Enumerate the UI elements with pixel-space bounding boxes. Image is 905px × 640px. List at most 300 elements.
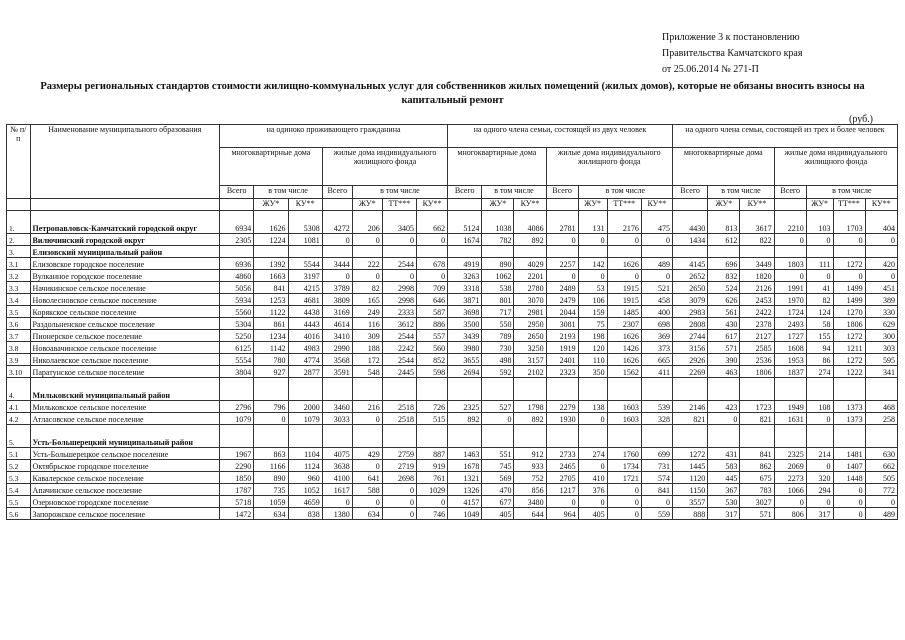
value-cell: 3449 xyxy=(740,258,774,270)
value-cell xyxy=(774,246,806,258)
value-cell: 730 xyxy=(482,342,514,354)
header-incl: в том числе xyxy=(352,186,447,199)
value-cell: 1603 xyxy=(607,401,641,413)
value-cell: 1631 xyxy=(774,413,806,425)
value-cell xyxy=(708,425,740,448)
value-cell: 2479 xyxy=(546,294,578,306)
value-cell: 3410 xyxy=(322,330,352,342)
value-cell: 198 xyxy=(578,330,607,342)
value-cell: 5304 xyxy=(220,318,254,330)
header-empty xyxy=(220,199,254,211)
table-row xyxy=(7,234,898,246)
value-cell: 110 xyxy=(578,354,607,366)
value-cell: 94 xyxy=(806,342,833,354)
value-cell: 0 xyxy=(416,496,447,508)
value-cell: 6125 xyxy=(220,342,254,354)
value-cell: 4983 xyxy=(288,342,322,354)
value-cell: 1703 xyxy=(833,211,865,234)
value-cell: 2705 xyxy=(546,472,578,484)
value-cell: 4443 xyxy=(288,318,322,330)
value-cell: 796 xyxy=(254,401,288,413)
value-cell: 1062 xyxy=(482,270,514,282)
value-cell: 4029 xyxy=(514,258,546,270)
value-cell: 1059 xyxy=(254,496,288,508)
value-cell xyxy=(352,378,382,401)
value-cell: 888 xyxy=(672,508,707,520)
value-cell: 0 xyxy=(254,413,288,425)
value-cell xyxy=(672,246,707,258)
value-cell: 1499 xyxy=(833,294,865,306)
value-cell: 0 xyxy=(833,496,865,508)
value-cell xyxy=(220,246,254,258)
header-empty xyxy=(322,199,352,211)
value-cell: 0 xyxy=(352,270,382,282)
value-cell: 4272 xyxy=(322,211,352,234)
value-cell: 489 xyxy=(641,258,672,270)
value-cell xyxy=(322,425,352,448)
value-cell: 328 xyxy=(641,413,672,425)
value-cell: 1326 xyxy=(448,484,482,496)
municipality-name: Петропавловск-Камчатский городской округ xyxy=(30,211,219,234)
value-cell: 0 xyxy=(322,234,352,246)
value-cell: 524 xyxy=(708,282,740,294)
value-cell: 2808 xyxy=(672,318,707,330)
header-zhu: ЖУ* xyxy=(352,199,382,211)
value-cell: 274 xyxy=(806,366,833,378)
value-cell: 1052 xyxy=(288,484,322,496)
municipality-name: Корякское сельское поселение xyxy=(30,306,219,318)
value-cell: 2210 xyxy=(774,211,806,234)
value-cell: 550 xyxy=(482,318,514,330)
table-row xyxy=(7,294,898,306)
value-cell: 429 xyxy=(352,448,382,460)
value-cell: 2981 xyxy=(514,306,546,318)
value-cell: 404 xyxy=(865,211,897,234)
value-cell: 1608 xyxy=(774,342,806,354)
value-cell: 1122 xyxy=(254,306,288,318)
value-cell: 0 xyxy=(774,234,806,246)
value-cell: 587 xyxy=(416,306,447,318)
value-cell: 411 xyxy=(641,366,672,378)
table-row xyxy=(7,246,898,258)
value-cell: 821 xyxy=(740,413,774,425)
value-cell: 0 xyxy=(708,413,740,425)
value-cell: 2926 xyxy=(672,354,707,366)
table-row xyxy=(7,282,898,294)
value-cell: 317 xyxy=(708,508,740,520)
value-cell: 634 xyxy=(254,508,288,520)
value-cell xyxy=(448,246,482,258)
row-number: 5.4 xyxy=(7,484,31,496)
value-cell: 592 xyxy=(482,366,514,378)
value-cell: 120 xyxy=(578,342,607,354)
header-total: Всего xyxy=(672,186,707,199)
value-cell: 783 xyxy=(740,484,774,496)
value-cell: 1142 xyxy=(254,342,288,354)
value-cell xyxy=(774,425,806,448)
municipality-name: Новолесновское сельское поселение xyxy=(30,294,219,306)
value-cell: 3871 xyxy=(448,294,482,306)
value-cell: 0 xyxy=(322,270,352,282)
value-cell: 4100 xyxy=(322,472,352,484)
value-cell: 0 xyxy=(382,496,416,508)
header-incl: в том числе xyxy=(578,186,672,199)
value-cell: 1392 xyxy=(254,258,288,270)
value-cell: 6936 xyxy=(220,258,254,270)
value-cell: 634 xyxy=(352,508,382,520)
value-cell: 0 xyxy=(352,460,382,472)
header-private-3: жилые дома индивидуального жилищного фонда xyxy=(774,148,897,186)
value-cell: 2401 xyxy=(546,354,578,366)
value-cell: 367 xyxy=(708,484,740,496)
value-cell: 662 xyxy=(416,211,447,234)
value-cell: 1211 xyxy=(833,342,865,354)
value-cell: 0 xyxy=(352,413,382,425)
header-incl: в том числе xyxy=(806,186,897,199)
value-cell xyxy=(865,246,897,258)
value-cell: 4860 xyxy=(220,270,254,282)
value-cell: 6934 xyxy=(220,211,254,234)
value-cell: 3500 xyxy=(448,318,482,330)
value-cell: 309 xyxy=(352,330,382,342)
value-cell: 2652 xyxy=(672,270,707,282)
value-cell: 571 xyxy=(740,508,774,520)
value-cell: 678 xyxy=(416,258,447,270)
value-cell: 300 xyxy=(865,330,897,342)
value-cell: 451 xyxy=(865,282,897,294)
value-cell: 1727 xyxy=(774,330,806,342)
value-cell: 3655 xyxy=(448,354,482,366)
value-cell: 1723 xyxy=(740,401,774,413)
row-number: 3.4 xyxy=(7,294,31,306)
value-cell xyxy=(352,425,382,448)
value-cell: 2518 xyxy=(382,413,416,425)
value-cell xyxy=(514,425,546,448)
value-cell: 1124 xyxy=(288,460,322,472)
table-row xyxy=(7,413,898,425)
value-cell xyxy=(607,246,641,258)
table-row xyxy=(7,425,898,448)
table-row xyxy=(7,378,898,401)
header-private-1: жилые дома индивидуального жилищного фонда xyxy=(322,148,447,186)
value-cell: 0 xyxy=(578,413,607,425)
value-cell: 4659 xyxy=(288,496,322,508)
value-cell: 108 xyxy=(806,401,833,413)
value-cell: 548 xyxy=(352,366,382,378)
table-row xyxy=(7,211,898,234)
header-empty xyxy=(672,199,707,211)
header-tt: ТТ*** xyxy=(833,199,865,211)
value-cell: 1224 xyxy=(254,234,288,246)
value-cell: 3318 xyxy=(448,282,482,294)
value-cell: 458 xyxy=(641,294,672,306)
value-cell: 5056 xyxy=(220,282,254,294)
value-cell xyxy=(708,378,740,401)
value-cell xyxy=(672,378,707,401)
value-cell: 75 xyxy=(578,318,607,330)
value-cell xyxy=(416,246,447,258)
header-ku: КУ** xyxy=(288,199,322,211)
value-cell xyxy=(578,425,607,448)
table-row xyxy=(7,401,898,413)
value-cell: 1485 xyxy=(607,306,641,318)
document-title: Размеры региональных стандартов стоимости жилищно-коммунальных услуг для собственников жилых помещений (жилых домов), которые не обязаны вносить взносы на капитальный ремонт xyxy=(40,81,865,106)
value-cell: 886 xyxy=(416,318,447,330)
row-number: 4.2 xyxy=(7,413,31,425)
value-cell xyxy=(288,425,322,448)
value-cell: 0 xyxy=(806,234,833,246)
value-cell: 0 xyxy=(833,508,865,520)
value-cell: 82 xyxy=(352,282,382,294)
header-tt: ТТ*** xyxy=(382,199,416,211)
value-cell xyxy=(708,246,740,258)
value-cell: 863 xyxy=(254,448,288,460)
value-cell: 3612 xyxy=(382,318,416,330)
value-cell xyxy=(833,378,865,401)
row-number: 3. xyxy=(7,246,31,258)
value-cell: 1120 xyxy=(672,472,707,484)
value-cell: 1603 xyxy=(607,413,641,425)
municipality-name: Начикинское сельское поселение xyxy=(30,282,219,294)
value-cell: 813 xyxy=(708,211,740,234)
value-cell: 1499 xyxy=(833,282,865,294)
value-cell xyxy=(416,378,447,401)
value-cell: 561 xyxy=(708,306,740,318)
row-number: 5.2 xyxy=(7,460,31,472)
value-cell: 2193 xyxy=(546,330,578,342)
value-cell: 317 xyxy=(806,508,833,520)
value-cell: 405 xyxy=(482,508,514,520)
value-cell: 0 xyxy=(833,234,865,246)
value-cell xyxy=(641,246,672,258)
header-apartment-2: многоквартирные дома xyxy=(448,148,546,186)
value-cell: 4438 xyxy=(288,306,322,318)
value-cell xyxy=(254,246,288,258)
municipality-name: Николаевское сельское поселение xyxy=(30,354,219,366)
value-cell: 1850 xyxy=(220,472,254,484)
value-cell: 0 xyxy=(578,270,607,282)
value-cell: 0 xyxy=(382,484,416,496)
value-cell: 1798 xyxy=(514,401,546,413)
value-cell xyxy=(641,425,672,448)
value-cell: 571 xyxy=(708,342,740,354)
header-empty xyxy=(448,199,482,211)
value-cell: 841 xyxy=(254,282,288,294)
value-cell: 86 xyxy=(806,354,833,366)
value-cell: 1272 xyxy=(833,330,865,342)
value-cell: 557 xyxy=(416,330,447,342)
value-cell: 390 xyxy=(708,354,740,366)
header-tt: ТТ*** xyxy=(607,199,641,211)
municipality-name: Раздольненское сельское поселение xyxy=(30,318,219,330)
header-ku: КУ** xyxy=(740,199,774,211)
header-zhu: ЖУ* xyxy=(578,199,607,211)
table-row xyxy=(7,330,898,342)
value-cell: 58 xyxy=(806,318,833,330)
value-cell: 912 xyxy=(514,448,546,460)
value-cell: 3480 xyxy=(514,496,546,508)
value-cell: 2544 xyxy=(382,258,416,270)
value-cell: 0 xyxy=(774,270,806,282)
value-cell: 4430 xyxy=(672,211,707,234)
value-cell: 206 xyxy=(352,211,382,234)
municipality-name: Мильковское сельское поселение xyxy=(30,401,219,413)
value-cell: 0 xyxy=(382,234,416,246)
value-cell: 1066 xyxy=(774,484,806,496)
value-cell: 1803 xyxy=(774,258,806,270)
value-cell: 2698 xyxy=(382,472,416,484)
value-cell: 1915 xyxy=(607,282,641,294)
value-cell: 2744 xyxy=(672,330,707,342)
value-cell: 696 xyxy=(708,258,740,270)
value-cell xyxy=(578,246,607,258)
value-cell: 2536 xyxy=(740,354,774,366)
value-cell: 2781 xyxy=(546,211,578,234)
value-cell: 0 xyxy=(806,496,833,508)
value-cell: 821 xyxy=(672,413,707,425)
table-row xyxy=(7,448,898,460)
row-number: 4.1 xyxy=(7,401,31,413)
value-cell: 0 xyxy=(352,234,382,246)
value-cell: 641 xyxy=(352,472,382,484)
table-row xyxy=(7,318,898,330)
value-cell: 2950 xyxy=(514,318,546,330)
value-cell: 0 xyxy=(865,270,897,282)
header-zhu: ЖУ* xyxy=(708,199,740,211)
value-cell: 1079 xyxy=(288,413,322,425)
value-cell: 4681 xyxy=(288,294,322,306)
row-number: 3.1 xyxy=(7,258,31,270)
value-cell: 2290 xyxy=(220,460,254,472)
municipality-name: Озерновское городское поселение xyxy=(30,496,219,508)
value-cell: 1724 xyxy=(774,306,806,318)
value-cell: 124 xyxy=(806,306,833,318)
value-cell: 1445 xyxy=(672,460,707,472)
value-cell: 1626 xyxy=(607,258,641,270)
value-cell xyxy=(865,378,897,401)
value-cell: 2759 xyxy=(382,448,416,460)
value-cell: 103 xyxy=(806,211,833,234)
value-cell: 735 xyxy=(254,484,288,496)
value-cell: 560 xyxy=(416,342,447,354)
row-number: 3.6 xyxy=(7,318,31,330)
value-cell: 2323 xyxy=(546,366,578,378)
value-cell: 1407 xyxy=(833,460,865,472)
municipality-name: Атласовское сельское поселение xyxy=(30,413,219,425)
value-cell: 746 xyxy=(416,508,447,520)
value-cell: 1930 xyxy=(546,413,578,425)
value-cell: 1837 xyxy=(774,366,806,378)
value-cell: 559 xyxy=(641,508,672,520)
value-cell: 214 xyxy=(806,448,833,460)
value-cell: 1272 xyxy=(672,448,707,460)
value-cell: 294 xyxy=(806,484,833,496)
header-group-two: на одного члена семьи, состоящей из двух человек xyxy=(448,125,673,148)
value-cell: 1038 xyxy=(482,211,514,234)
value-cell: 1373 xyxy=(833,401,865,413)
value-cell: 538 xyxy=(482,282,514,294)
value-cell: 0 xyxy=(322,496,352,508)
value-cell: 1481 xyxy=(833,448,865,460)
row-number: 3.5 xyxy=(7,306,31,318)
value-cell: 1217 xyxy=(546,484,578,496)
value-cell: 410 xyxy=(578,472,607,484)
value-cell xyxy=(774,378,806,401)
header-empty xyxy=(774,199,806,211)
value-cell xyxy=(546,378,578,401)
value-cell: 2333 xyxy=(382,306,416,318)
value-cell: 617 xyxy=(708,330,740,342)
value-cell: 373 xyxy=(641,342,672,354)
value-cell: 4614 xyxy=(322,318,352,330)
value-cell: 475 xyxy=(641,211,672,234)
value-cell: 569 xyxy=(482,472,514,484)
appendix-line-2: Правительства Камчатского края xyxy=(662,48,803,59)
value-cell: 0 xyxy=(607,270,641,282)
value-cell: 3405 xyxy=(382,211,416,234)
value-cell: 330 xyxy=(865,306,897,318)
value-cell: 801 xyxy=(482,294,514,306)
value-cell: 2733 xyxy=(546,448,578,460)
value-cell: 5250 xyxy=(220,330,254,342)
value-cell: 3568 xyxy=(322,354,352,366)
value-cell: 470 xyxy=(482,484,514,496)
value-cell: 165 xyxy=(352,294,382,306)
value-cell: 2445 xyxy=(382,366,416,378)
value-cell xyxy=(865,425,897,448)
value-cell: 2796 xyxy=(220,401,254,413)
value-cell: 0 xyxy=(382,508,416,520)
header-ku: КУ** xyxy=(865,199,897,211)
value-cell: 890 xyxy=(254,472,288,484)
value-cell: 5544 xyxy=(288,258,322,270)
value-cell: 1448 xyxy=(833,472,865,484)
value-cell: 3079 xyxy=(672,294,707,306)
value-cell: 761 xyxy=(416,472,447,484)
value-cell: 822 xyxy=(740,234,774,246)
value-cell: 841 xyxy=(641,484,672,496)
value-cell: 0 xyxy=(865,496,897,508)
row-number: 5.6 xyxy=(7,508,31,520)
value-cell: 505 xyxy=(865,472,897,484)
header-total: Всего xyxy=(322,186,352,199)
value-cell xyxy=(546,246,578,258)
value-cell: 4016 xyxy=(288,330,322,342)
value-cell: 2044 xyxy=(546,306,578,318)
header-name: Наименование муниципального образования xyxy=(30,125,219,199)
value-cell: 350 xyxy=(578,366,607,378)
value-cell: 4774 xyxy=(288,354,322,366)
municipality-name: Елизовский муниципальный район xyxy=(30,246,219,258)
value-cell: 2998 xyxy=(382,282,416,294)
value-cell: 2719 xyxy=(382,460,416,472)
value-cell xyxy=(806,378,833,401)
value-cell: 489 xyxy=(865,508,897,520)
value-cell: 772 xyxy=(865,484,897,496)
value-cell: 1734 xyxy=(607,460,641,472)
municipality-name: Вилючинский городской округ xyxy=(30,234,219,246)
value-cell: 2126 xyxy=(740,282,774,294)
value-cell: 0 xyxy=(416,270,447,282)
value-cell: 1674 xyxy=(448,234,482,246)
municipality-name: Вулканное городское поселение xyxy=(30,270,219,282)
value-cell xyxy=(740,246,774,258)
value-cell: 2990 xyxy=(322,342,352,354)
value-cell: 159 xyxy=(578,306,607,318)
value-cell: 887 xyxy=(416,448,447,460)
table-row xyxy=(7,342,898,354)
row-number: 3.3 xyxy=(7,282,31,294)
